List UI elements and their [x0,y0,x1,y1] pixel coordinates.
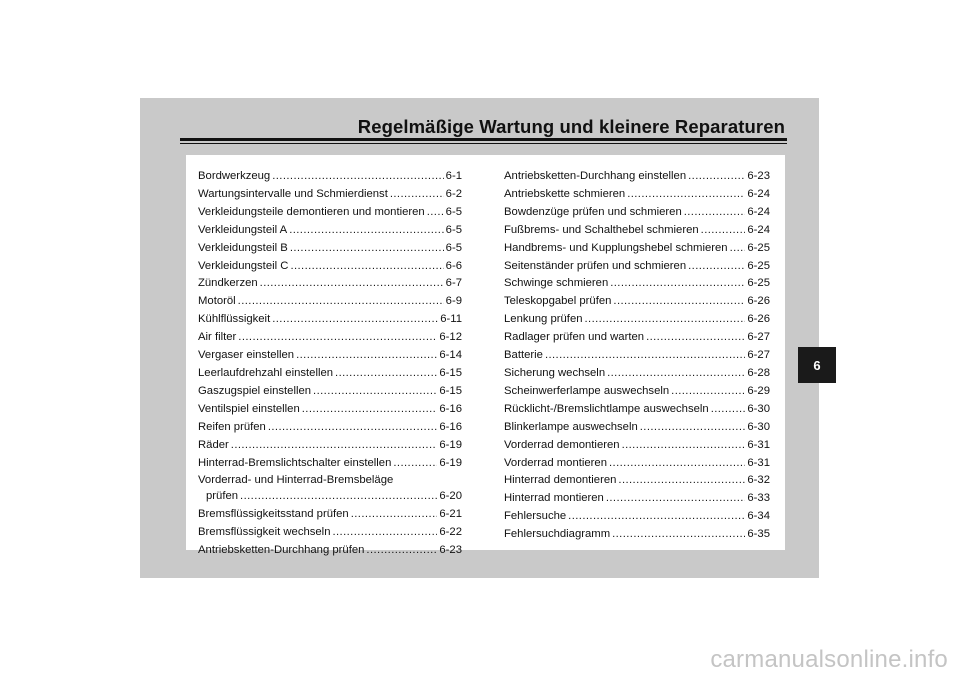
toc-leader-dots [427,204,444,222]
toc-entry-title: Fehlersuchdiagramm [504,528,611,541]
toc-entry[interactable] [504,293,770,311]
toc-leader-dots [238,293,444,311]
toc-entry-page: 6-19 [439,438,462,451]
toc-entry[interactable] [198,347,462,365]
toc-entry[interactable] [198,186,462,204]
toc-entry-title: Gaszugspiel einstellen [198,384,312,397]
toc-leader-dots [627,186,745,204]
toc-entry[interactable] [198,401,462,419]
toc-leader-dots [260,275,444,293]
toc-leader-dots [711,401,746,419]
toc-entry-page: 6-25 [747,277,770,290]
toc-entry-title: Bremsflüssigkeitsstand prüfen [198,508,349,521]
toc-entry-title: Verkleidungsteil B [198,241,288,254]
toc-entry-title: Verkleidungsteile demontieren und montieren [198,205,425,218]
toc-entry[interactable] [504,240,770,258]
toc-entry-title: Fehlersuche [504,510,567,523]
toc-entry[interactable] [504,186,770,204]
toc-column-right [504,168,770,544]
toc-entry-title: Reifen prüfen [198,420,266,433]
toc-entry-page: 6-26 [747,313,770,326]
toc-entry-title: Handbrems- und Kupplungshebel schmieren [504,241,728,254]
toc-entry[interactable] [504,329,770,347]
toc-entry[interactable] [504,204,770,222]
toc-entry[interactable] [504,347,770,365]
toc-leader-dots [332,524,437,542]
toc-leader-dots [606,490,746,508]
toc-entry-page: 6-26 [747,295,770,308]
toc-entry-page: 6-28 [747,366,770,379]
toc-entry-title: Hinterrad-Bremslichtschalter einstellen [198,456,392,469]
toc-entry[interactable] [504,401,770,419]
toc-entry[interactable] [198,240,462,258]
chapter-tab[interactable]: 6 [798,347,836,383]
toc-entry-title: Bremsflüssigkeit wechseln [198,526,331,539]
toc-entry-page: 6-7 [445,277,462,290]
toc-entry[interactable] [198,542,462,560]
toc-entry-title: Rücklicht-/Bremslichtlampe auswechseln [504,402,709,415]
toc-column-left [198,168,462,560]
toc-entry-title: Vergaser einstellen [198,349,295,362]
toc-entry-page: 6-35 [747,528,770,541]
toc-entry[interactable] [198,472,462,506]
toc-entry-title: Leerlaufdrehzahl einstellen [198,366,334,379]
toc-entry[interactable] [198,419,462,437]
toc-entry[interactable] [198,258,462,276]
toc-entry-title: Verkleidungsteil A [198,223,288,236]
toc-entry[interactable] [504,168,770,186]
toc-entry[interactable] [504,258,770,276]
toc-leader-dots [568,508,745,526]
toc-leader-dots [585,311,746,329]
toc-entry-title: Antriebsketten-Durchhang prüfen [198,544,365,557]
toc-entry[interactable] [198,524,462,542]
toc-entry-title: Lenkung prüfen [504,313,583,326]
toc-leader-dots [289,222,443,240]
toc-entry-page: 6-20 [439,490,462,503]
toc-entry-title: Scheinwerferlampe auswechseln [504,384,670,397]
toc-leader-dots [390,186,444,204]
toc-entry-page: 6-2 [445,187,462,200]
toc-entry-page: 6-14 [439,349,462,362]
toc-entry-title: Radlager prüfen und warten [504,331,645,344]
toc-entry[interactable] [504,311,770,329]
toc-leader-dots [701,222,746,240]
toc-leader-dots [272,311,438,329]
toc-leader-dots [622,437,746,455]
toc-entry-page: 6-16 [439,402,462,415]
toc-entry-title: Teleskopgabel prüfen [504,295,612,308]
toc-list-right [504,168,770,544]
toc-entry-page: 6-23 [439,544,462,557]
toc-entry-title: Vorderrad montieren [504,456,607,469]
toc-list-left-tail [198,506,462,560]
toc-entry-page: 6-19 [439,456,462,469]
toc-leader-dots [545,347,745,365]
toc-entry-page: 6-31 [747,456,770,469]
toc-entry[interactable] [504,490,770,508]
toc-entry-title: Ventilspiel einstellen [198,402,300,415]
toc-leader-dots [610,275,745,293]
toc-leader-dots [393,455,437,473]
toc-entry-title: Antriebsketten-Durchhang einstellen [504,170,687,182]
toc-leader-dots [609,455,745,473]
toc-entry[interactable] [198,383,462,401]
toc-entry-page: 6-24 [747,205,770,218]
toc-entry-page: 6-24 [747,223,770,236]
toc-leader-dots [231,437,438,455]
toc-entry-page: 6-27 [747,331,770,344]
title-rule-thick [180,138,787,141]
toc-entry[interactable] [504,472,770,490]
toc-leader-dots [613,293,745,311]
toc-entry-page: 6-12 [439,331,462,344]
toc-entry[interactable] [504,508,770,526]
toc-leader-dots [238,329,437,347]
toc-entry[interactable] [198,293,462,311]
toc-leader-dots [351,506,438,524]
toc-leader-dots [671,383,745,401]
toc-leader-dots [684,204,746,222]
toc-entry-title: Seitenständer prüfen und schmieren [504,259,687,272]
toc-entry-page: 6-29 [747,384,770,397]
toc-leader-dots [366,542,437,560]
toc-panel [186,155,785,557]
toc-entry[interactable] [504,437,770,455]
toc-entry-page: 6-5 [445,241,462,254]
toc-entry-page: 6-33 [747,492,770,505]
toc-entry-page: 6-15 [439,366,462,379]
toc-entry-page: 6-25 [747,259,770,272]
toc-entry-title: Zündkerzen [198,277,258,290]
toc-entry-page: 6-27 [747,349,770,362]
toc-leader-dots [730,240,746,258]
toc-entry-title: Schwinge schmieren [504,277,609,290]
toc-entry-title: Batterie [504,349,543,362]
toc-entry-page: 6-21 [439,508,462,521]
toc-entry-title: Verkleidungsteil C [198,259,289,272]
manual-page [140,98,819,578]
toc-entry-page: 6-6 [445,259,462,272]
toc-entry-title: Hinterrad montieren [504,492,604,505]
toc-entry-page: 6-16 [439,420,462,433]
toc-leader-dots [640,419,746,437]
toc-entry-page: 6-15 [439,384,462,397]
toc-entry-page: 6-5 [445,205,462,218]
toc-entry[interactable] [504,365,770,383]
toc-entry-title: Sicherung wechseln [504,366,606,379]
toc-entry-title: Vorderrad demontieren [504,438,620,451]
toc-leader-dots [313,383,437,401]
toc-entry[interactable] [504,455,770,473]
toc-list-left [198,168,462,472]
toc-leader-dots [268,419,438,437]
toc-leader-dots [296,347,437,365]
toc-entry-title: Antriebskette schmieren [504,187,626,200]
toc-leader-dots [618,472,745,490]
toc-entry-page: 6-30 [747,420,770,433]
toc-leader-dots [688,258,745,276]
toc-entry[interactable] [504,222,770,240]
toc-entry[interactable] [198,506,462,524]
toc-entry-page: 6-24 [747,187,770,200]
toc-entry-title: Hinterrad demontieren [504,474,617,487]
toc-entry-title: Wartungsintervalle und Schmierdienst [198,187,388,200]
watermark: carmanualsonline.info [710,646,948,673]
toc-leader-dots [612,526,745,544]
toc-entry-title: Vorderrad- und Hinterrad-Bremsbeläge [198,474,394,487]
page-title: Regelmäßige Wartung und kleinere Reparaturen [357,116,785,137]
toc-entry[interactable] [504,419,770,437]
toc-leader-dots [290,240,444,258]
toc-leader-dots [607,365,745,383]
toc-entry-page: 6-31 [747,438,770,451]
toc-entry-page: 6-11 [440,313,462,326]
toc-leader-dots [302,401,438,419]
toc-entry-title: prüfen [206,490,239,503]
toc-entry-page: 6-5 [445,223,462,236]
title-rule-thin [180,143,787,144]
toc-entry[interactable] [198,168,462,186]
toc-entry-page: 6-30 [747,402,770,415]
toc-entry-title: Fußbrems- und Schalthebel schmieren [504,223,699,236]
toc-entry-title: Kühlflüssigkeit [198,313,271,326]
toc-entry[interactable] [198,365,462,383]
toc-entry[interactable] [198,437,462,455]
toc-leader-dots [240,488,437,506]
toc-entry-title: Bordwerkzeug [198,170,271,182]
toc-entry[interactable] [198,455,462,473]
toc-entry-page: 6-32 [747,474,770,487]
toc-entry-page: 6-23 [747,170,770,182]
toc-entry[interactable] [198,222,462,240]
toc-entry[interactable] [198,275,462,293]
toc-entry-title: Motoröl [198,295,236,308]
toc-entry-page: 6-22 [439,526,462,539]
toc-leader-dots [290,258,443,276]
toc-entry[interactable] [198,329,462,347]
toc-leader-dots [272,168,443,186]
toc-entry[interactable] [198,311,462,329]
toc-entry[interactable] [198,204,462,222]
toc-entry-page: 6-34 [747,510,770,523]
toc-entry-title: Räder [198,438,229,451]
toc-leader-dots [646,329,745,347]
toc-entry-page: 6-9 [445,295,462,308]
toc-entry[interactable] [504,275,770,293]
toc-entry[interactable] [504,526,770,544]
toc-entry-page: 6-1 [445,170,462,182]
toc-entry-title: Bowdenzüge prüfen und schmieren [504,205,682,218]
toc-entry[interactable] [504,383,770,401]
toc-entry-title: Air filter [198,331,237,344]
toc-entry-page: 6-25 [747,241,770,254]
toc-leader-dots [335,365,437,383]
toc-entry-title: Blinkerlampe auswechseln [504,420,638,433]
toc-leader-dots [688,168,745,186]
